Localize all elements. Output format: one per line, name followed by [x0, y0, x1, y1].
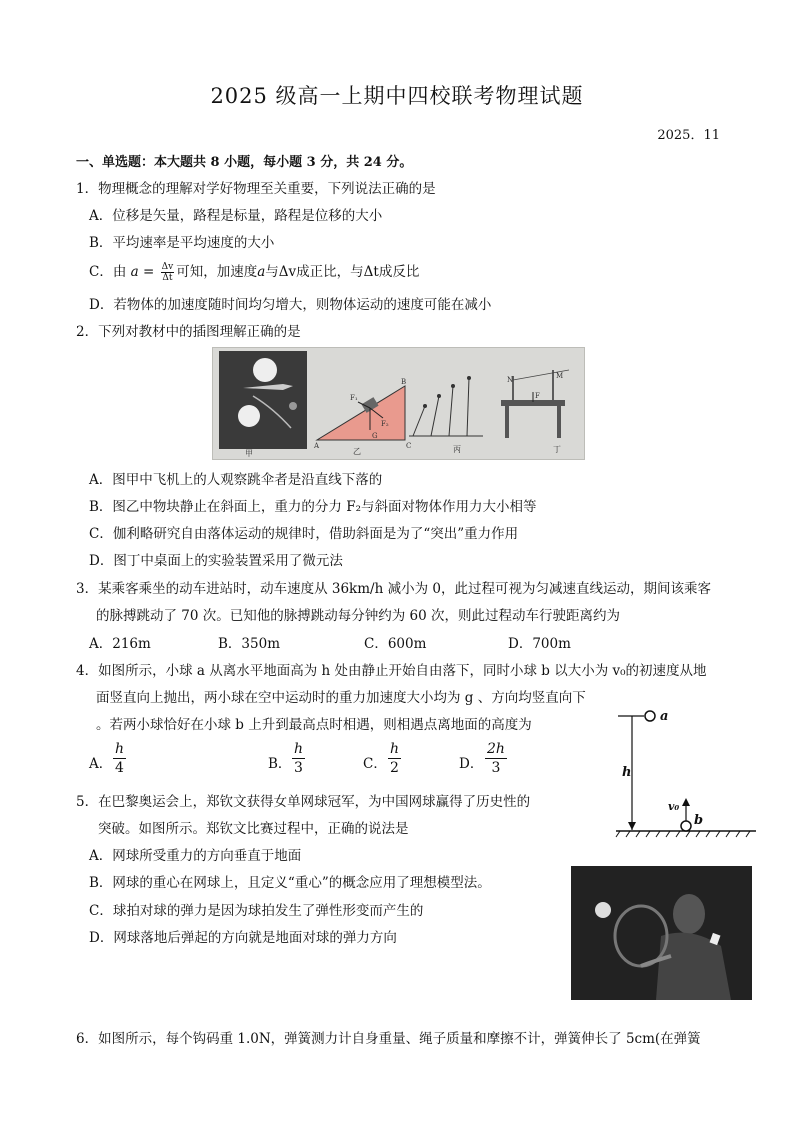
- fig-ding-leg-left: [505, 406, 509, 438]
- fig-label-F1: F₁: [350, 394, 358, 402]
- q4-option-d-label: D．: [459, 756, 484, 772]
- q4-fig-height-arrow: [628, 822, 636, 830]
- fig-label-A: A: [314, 442, 320, 450]
- q3-stem-line2: 的脉搏跳动了 70 次。已知他的脉搏跳动每分钟约为 60 次，则此过程动车行驶距离约为: [96, 608, 621, 624]
- q4-stem-line1: 4．如图所示，小球 a 从离水平地面高为 h 处由静止开始自由落下，同时小球 b 以大小为 v₀的初速度从地: [76, 663, 707, 679]
- fig-jia-bubble-bottom: [238, 405, 260, 427]
- q5-stem-line1: 5．在巴黎奥运会上，郑钦文获得女单网球冠军，为中国网球赢得了历史性的: [76, 794, 531, 810]
- q4-fig-label-a: a: [660, 709, 669, 724]
- fig-ding-leg-right: [557, 406, 561, 438]
- q5-option-c: C．球拍对球的弹力是因为球拍发生了弹性形变而产生的: [89, 903, 424, 919]
- q4-stem-line2: 面竖直向上抛出，两小球在空中运动时的重力加速度大小均为 g 、方向均竖直向下: [96, 690, 586, 706]
- page-title: 2025 级高一上期中四校联考物理试题: [210, 84, 584, 108]
- q4-c-num: h: [390, 741, 400, 757]
- q1-option-b: B．平均速率是平均速度的大小: [89, 235, 275, 251]
- q1-option-c: [89, 260, 419, 283]
- fig-jia-bubble-top: [253, 358, 277, 382]
- q1-c-eq: =: [138, 264, 159, 280]
- q4-c-den: 2: [390, 760, 399, 776]
- exam-date: 2025．11: [657, 128, 720, 143]
- q1-c-den: Δt: [162, 273, 173, 283]
- q4-d-num: 2h: [487, 741, 505, 757]
- fig-bing-ball-3: [451, 384, 455, 388]
- q4-option-c-fraction: [388, 740, 401, 777]
- fig-bing-incline-1: [413, 406, 425, 436]
- fig-bing-ball-1: [423, 404, 427, 408]
- q1-c-text2: 与Δv成正比，与Δt成反比: [265, 264, 420, 280]
- fig-label-B: B: [401, 378, 407, 386]
- q4-option-d-fraction: [485, 740, 507, 777]
- q1-c-var2: a: [257, 264, 266, 280]
- fig-label-jia: 甲: [245, 449, 253, 458]
- fig-bing-ball-4: [467, 376, 471, 380]
- section-heading: 一、单选题：本大题共 8 小题，每小题 3 分，共 24 分。: [76, 155, 413, 170]
- q1-c-var: a: [130, 264, 139, 280]
- q6-stem: 6．如图所示，每个钩码重 1.0N，弹簧测力计自身重量、绳子质量和摩擦不计，弹簧伸长了 5cm(在弹簧: [76, 1031, 701, 1047]
- q2-option-a: A．图甲中飞机上的人观察跳伞者是沿直线下落的: [89, 472, 383, 488]
- fig-label-F2: F₂: [381, 420, 389, 428]
- q4-fig-ball-a: [645, 711, 655, 721]
- fig-label-G: G: [372, 432, 378, 440]
- q1-c-text1: 可知，加速度: [176, 264, 258, 280]
- fig-label-F: F: [535, 392, 540, 400]
- q3-option-b: B．350m: [218, 636, 280, 652]
- q4-b-den: 3: [294, 760, 303, 776]
- q4-fig-ground-hatch: [616, 831, 750, 837]
- q4-stem-line3: 。若两小球恰好在小球 b 上升到最高点时相遇，则相遇点离地面的高度为: [96, 717, 532, 733]
- q5-stem-line2: 突破。如图所示。郑钦文比赛过程中，正确的说法是: [98, 821, 409, 837]
- fig-label-yi: 乙: [353, 447, 361, 456]
- fig-jia-parachute: [289, 402, 297, 410]
- fig-bing-incline-3: [449, 386, 453, 436]
- q4-fig-ball-b: [681, 821, 691, 831]
- q4-fig-v0-arrow: [682, 798, 690, 806]
- photo-tennis-ball: [595, 902, 611, 918]
- q1-option-d: D．若物体的加速度随时间均匀增大，则物体运动的速度可能在减小: [89, 297, 492, 313]
- q1-option-a: A．位移是矢量，路程是标量，路程是位移的大小: [89, 208, 383, 224]
- q3-stem-line1: 3．某乘客乘坐的动车进站时，动车速度从 36km/h 减小为 0，此过程可视为匀减速直线运动，期间该乘客: [76, 581, 711, 597]
- fig-label-C: C: [406, 442, 412, 450]
- q4-a-num: h: [115, 741, 125, 757]
- q3-option-d: D．700m: [508, 636, 571, 652]
- q2-stem: 2．下列对教材中的插图理解正确的是: [76, 324, 301, 340]
- q1-c-fraction: [161, 262, 175, 283]
- q4-figure-svg: [600, 700, 760, 842]
- q1-c-prefix: C．由: [89, 264, 127, 280]
- q5-tennis-photo-svg: [571, 866, 752, 1000]
- q2-option-d: D．图丁中桌面上的实验装置采用了微元法: [89, 553, 343, 569]
- fig-bing-incline-2: [431, 396, 439, 436]
- q4-option-c-label: C．: [363, 756, 387, 772]
- q1-stem: 1．物理概念的理解对学好物理至关重要，下列说法正确的是: [76, 181, 436, 197]
- q4-figure: [600, 700, 760, 842]
- q2-option-c: C．伽利略研究自由落体运动的规律时，借助斜面是为了“突出”重力作用: [89, 526, 519, 542]
- fig-bing-ball-2: [437, 394, 441, 398]
- q2-figure-svg: [213, 348, 584, 459]
- q5-option-d: D．网球落地后弹起的方向就是地面对球的弹力方向: [89, 930, 397, 946]
- fig-label-M: M: [556, 372, 564, 380]
- q4-d-den: 3: [491, 760, 501, 776]
- q4-option-b-label: B．: [268, 756, 292, 772]
- photo-player-head: [673, 894, 705, 934]
- fig-label-N: N: [507, 376, 514, 384]
- fig-yi-incline: [317, 386, 405, 440]
- q4-fig-label-b: b: [694, 813, 704, 828]
- q2-figure: [212, 347, 585, 460]
- q5-option-a: A．网球所受重力的方向垂直于地面: [89, 848, 302, 864]
- q2-option-b: B．图乙中物块静止在斜面上，重力的分力 F₂与斜面对物体作用力大小相等: [89, 499, 537, 515]
- q4-option-a-label: A．: [89, 756, 113, 772]
- q4-b-num: h: [294, 741, 304, 757]
- q4-fig-label-v0: v₀: [668, 800, 680, 813]
- fig-label-bing: 丙: [453, 445, 461, 454]
- q5-tennis-photo: [571, 866, 752, 1000]
- q1-c-num: Δv: [161, 262, 174, 272]
- q4-option-b-fraction: [292, 740, 305, 777]
- fig-label-ding: 丁: [553, 445, 561, 454]
- fig-bing-incline-4: [467, 378, 469, 436]
- q5-option-b: B．网球的重心在网球上，且定义“重心”的概念应用了理想模型法。: [89, 875, 491, 891]
- q3-option-c: C．600m: [364, 636, 427, 652]
- q4-fig-label-h: h: [622, 765, 632, 780]
- q3-option-a: A．216m: [89, 636, 151, 652]
- q4-option-a-fraction: [113, 740, 126, 777]
- q4-a-den: 4: [115, 760, 124, 776]
